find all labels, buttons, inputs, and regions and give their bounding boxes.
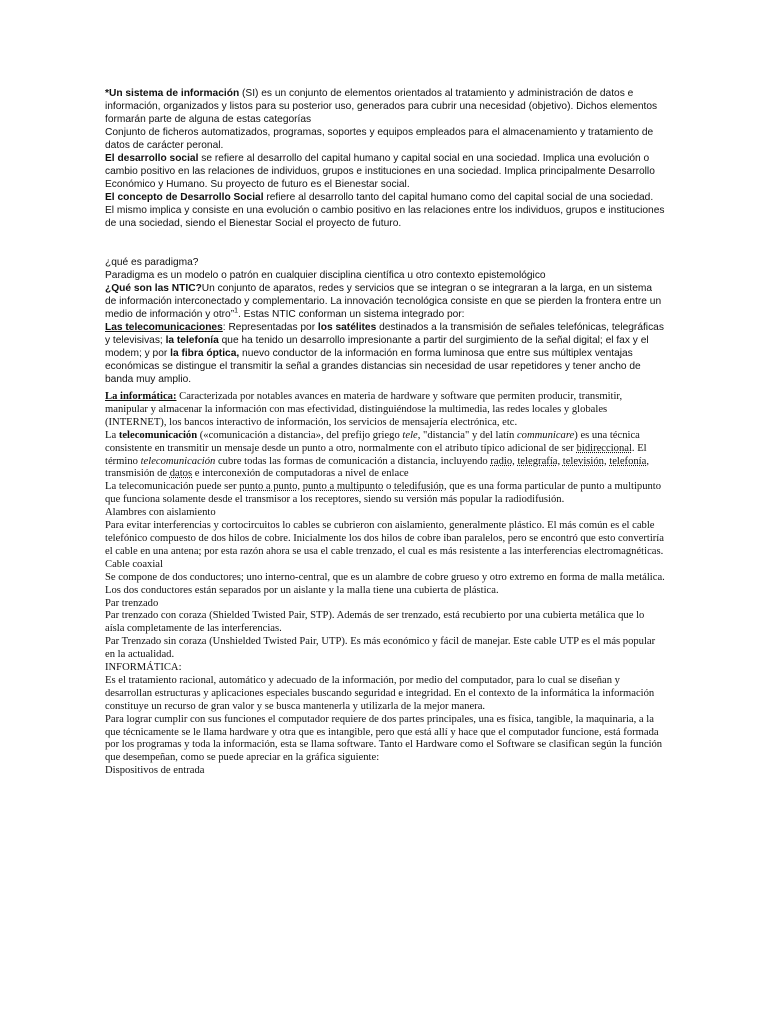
term-telecomunicaciones: Las telecomunicaciones <box>105 322 223 333</box>
paragraph-informatica <box>105 391 665 430</box>
word-telecomunicacion: telecomunicación <box>140 455 216 467</box>
text-sistema-informacion: (SI) es un conjunto de elementos orientados al tratamiento y administración de datos e información, organizados y listos para su posterior uso, generados para cubrir una necesidad (objetivo). Dichos elementos formarán parte de alguna de estas categorías <box>105 88 658 125</box>
question-paradigma: ¿qué es paradigma? <box>105 257 199 268</box>
paragraph-sistema-informacion <box>105 87 665 126</box>
text-pp-1: La telecomunicación puede ser <box>105 481 240 493</box>
text-ntic-2: . Estas NTIC conforman un sistema integrado por: <box>238 309 465 320</box>
paragraph-cable-coaxial: Se compone de dos conductores; uno interno-central, que es un alambre de cobre grueso y otro extremo en forma de malla metálica. Los dos conductores están separados por un aislante y la malla tiene una cubierta de plástica. <box>105 571 665 596</box>
paragraph-desarrollo-social <box>105 152 665 191</box>
word-communicare: communicare <box>516 429 575 441</box>
term-desarrollo-social: El desarrollo social <box>105 153 199 164</box>
text-ntic-1: Un conjunto de aparatos, redes y servicios que se integran o se integraran a la larga, en un sistema de información interconectado y complementario. La innovación tecnológica consiste en que se pierden la frontera entre un medio de información y otro” <box>105 283 662 320</box>
text-tel-4: nuevo conductor de la información en forma luminosa que entre sus múltiplex ventajas económicas se distingue el transmitir la señal a grandes distancias sin necesidad de usar repetidores y tener ancho de banda muy amplio. <box>105 348 641 385</box>
paragraph-interferencias: Para evitar interferencias y cortocircuitos lo cables se cubrieron con aislamiento, generalmente plástico. El más común es el cable telefónico compuesto de dos hilos de cobre. Inicialmente los dos hilos de cobre iban paralelos, pero se encontró que esto convertiría el cable en una antena; por esta razón ahora se usa el cable trenzado, el cual es más resistente a las interferencias electromagnéticas. <box>105 520 664 557</box>
text-tc-4: ) es una técnica consistente en transmitir un mensaje desde un punto a otro, normalmente con el atributo típico adicional de ser <box>105 429 640 454</box>
text-tc-6: cubre todas las formas de comunicación a distancia, incluyendo <box>215 455 491 467</box>
text-desarrollo-social: se refiere al desarrollo del capital humano y capital social en una sociedad. Implica una evolución o cambio positivo en las relaciones de individuos, grupos e instituciones en una sociedad. Implica principalmente Desarrollo Económico y Humano. Su proyecto de futuro es el Bienestar social. <box>105 153 655 190</box>
paragraph-conjunto-ficheros: Conjunto de ficheros automatizados, programas, soportes y equipos empleados para el almacenamiento y tratamiento de datos de carácter peronal. <box>105 127 654 151</box>
link-radio[interactable]: radio <box>490 455 513 467</box>
term-informatica: La informática: <box>105 391 177 402</box>
text-pp-2: , que es una forma particular de punto a multipunto que funciona solamente desde el transmisor a los receptores, siendo su versión más popular la radiodifusión. <box>105 481 662 506</box>
term-sistema-informacion: *Un sistema de información <box>105 88 240 99</box>
link-punto-a-multipunto[interactable]: punto a multipunto <box>302 481 384 493</box>
paragraph-concepto-desarrollo <box>105 191 665 230</box>
sep-3: , <box>603 455 610 467</box>
paragraph-telecomunicaciones <box>105 321 665 386</box>
sans-section-1 <box>105 87 665 230</box>
link-television[interactable]: televisión <box>562 455 604 467</box>
text-tel-3: que ha tenido un desarrollo impresionante a partir del surgimiento de la señal digital; el fax y el modem; y por <box>105 335 649 359</box>
paragraph-informatica-1: Es el tratamiento racional, automático y adecuado de la información, por medio del computador, para lo cual se diseñan y desarrollan estructuras y aplicaciones especiales buscando seguridad e integridad. En el contexto de la informática la información constituye un recurso de gran valor y se busca mantenerla y utilizarla de la mejor manera. <box>105 674 655 712</box>
paragraph-informatica-2: Para lograr cumplir con sus funciones el computador requiere de dos partes principales, una es física, tangible, la maquinaria, a la que técnicamente se le llama hardware y otra que es intangible, pero que está allí y hace que el computador funcione, está formada por los programas y toda la información, esta se llama software. Tanto el Hardware como el Software se clasifican según la función que desempeñan, como se puede apreciar en la gráfica siguiente: <box>105 713 663 764</box>
term-concepto-desarrollo: El concepto de Desarrollo Social <box>105 192 264 203</box>
heading-dispositivos-entrada: Dispositivos de entrada <box>105 765 205 777</box>
term-fibra-optica: la fibra óptica, <box>170 348 240 359</box>
paragraph-stp: Par trenzado con coraza (Shielded Twisted Pair, STP). Además de ser trenzado, está recubierto por una cubierta metálica que lo aísla completamente de las interferencias. <box>105 610 645 635</box>
serif-section <box>105 391 665 778</box>
text-tel-2: destinados a la transmisión de señales telefónicas, telegráficas y televisivas; <box>105 322 664 346</box>
link-teledifusion[interactable]: teledifusión <box>393 481 444 493</box>
text-tc-2: («comunicación a distancia», del prefijo griego <box>197 429 403 441</box>
heading-par-trenzado: Par trenzado <box>105 597 159 609</box>
paragraph-ntic <box>105 282 665 321</box>
sep-1: , <box>512 455 518 467</box>
term-ntic: ¿Qué son las NTIC? <box>105 283 202 294</box>
paragraph-punto-a-punto <box>105 481 665 507</box>
word-tele: tele <box>402 429 418 441</box>
paragraph-telecomunicacion <box>105 430 665 482</box>
sans-section-2 <box>105 256 665 386</box>
link-datos[interactable]: datos <box>169 468 193 480</box>
text-concepto-desarrollo: refiere al desarrollo tanto del capital humano como del capital social de una sociedad. El mismo implica y consiste en una evolución o cambio positivo en las relaciones entre los individuos, grupos e instituciones de una sociedad, siendo el Bienestar Social el proyecto de futuro. <box>105 192 665 229</box>
term-telefonia: la telefonía <box>165 335 219 346</box>
term-telecomunicacion: telecomunicación <box>118 429 198 441</box>
text-tc-8: e interconexión de computadoras a nivel de enlace <box>192 468 409 480</box>
link-telegrafia[interactable]: telegrafía <box>517 455 558 467</box>
paragraph-paradigma: Paradigma es un modelo o patrón en cualquier disciplina científica u otro contexto epistemológico <box>105 270 546 281</box>
text-tel-1: : Representadas por <box>222 322 318 333</box>
text-tc-5: . El término <box>105 442 647 467</box>
sep-pp: , <box>297 481 303 493</box>
text-pp-o: o <box>383 481 394 493</box>
heading-alambres: Alambres con aislamiento <box>105 507 216 519</box>
term-satelites: los satélites <box>317 322 377 333</box>
link-telefonia[interactable]: telefonía <box>609 455 647 467</box>
text-tc-1: La <box>105 429 119 441</box>
sep-2: , <box>557 455 563 467</box>
text-tc-7: , transmisión de <box>105 455 649 480</box>
heading-informatica: INFORMÁTICA: <box>105 662 182 674</box>
link-bidireccional[interactable]: bidireccional <box>576 442 632 454</box>
link-punto-a-punto[interactable]: punto a punto <box>239 481 298 493</box>
text-informatica: Caracterizada por notables avances en materia de hardware y software que permiten producir, transmitir, manipular y almacenar la información con mas efectividad, distinguiéndose la multimedia, las redes locales y globales (INTERNET), los bancos interactivo de información, los servicios de mensajería electrónica, etc. <box>105 391 623 428</box>
text-tc-3: , "distancia" y del latín <box>417 429 517 441</box>
paragraph-utp: Par Trenzado sin coraza (Unshielded Twisted Pair, UTP). Es más económico y fácil de manejar. Este cable UTP es el más popular en la actualidad. <box>105 636 656 661</box>
heading-cable-coaxial: Cable coaxial <box>105 558 163 570</box>
footnote-marker[interactable]: 1 <box>234 307 239 315</box>
